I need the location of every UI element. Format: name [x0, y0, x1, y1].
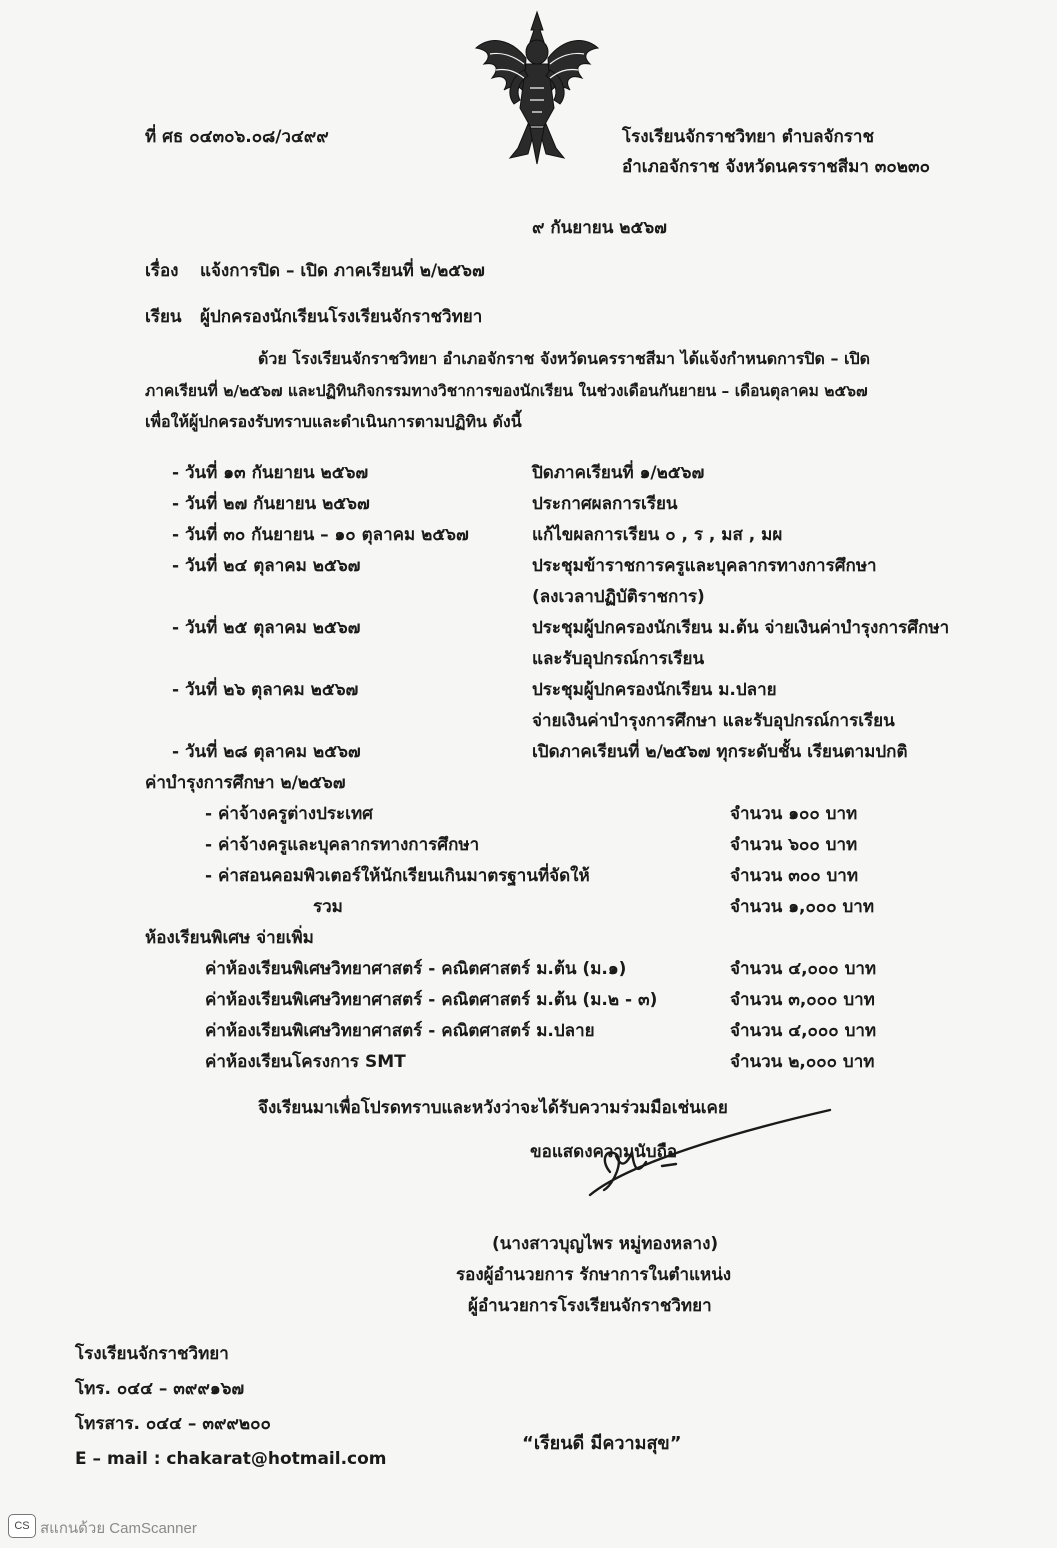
special-item-label: ค่าห้องเรียนพิเศษวิทยาศาสตร์ - คณิตศาสตร์ ม.ต้น (ม.๑): [205, 959, 627, 979]
special-item-amount: จำนวน ๒,๐๐๐ บาท: [730, 1052, 875, 1072]
school-motto: “เรียนดี มีความสุข”: [522, 1433, 682, 1454]
fees-heading: ค่าบำรุงการศึกษา ๒/๒๕๖๗: [145, 773, 346, 793]
signer-title-2: ผู้อำนวยการโรงเรียนจักราชวิทยา: [468, 1296, 712, 1316]
schedule-date: - วันที่ ๒๔ ตุลาคม ๒๕๖๗: [172, 556, 361, 576]
fee-item-label: - ค่าจ้างครูต่างประเทศ: [205, 804, 373, 824]
special-item-amount: จำนวน ๓,๐๐๐ บาท: [730, 990, 875, 1010]
schedule-date: - วันที่ ๒๖ ตุลาคม ๒๕๖๗: [172, 680, 359, 700]
signer-title-1: รองผู้อำนวยการ รักษาการในตำแหน่ง: [456, 1265, 732, 1285]
schedule-activity-cont: จ่ายเงินค่าบำรุงการศึกษา และรับอุปกรณ์การเรียน: [532, 711, 895, 731]
schedule-activity: ประกาศผลการเรียน: [532, 494, 678, 514]
footer-phone: โทร. ๐๔๔ – ๓๙๙๑๖๗: [75, 1379, 245, 1399]
special-item-label: ค่าห้องเรียนโครงการ SMT: [205, 1052, 406, 1072]
school-address-line-1: โรงเรียนจักราชวิทยา ตำบลจักราช: [622, 127, 874, 147]
fee-item-amount: จำนวน ๓๐๐ บาท: [730, 866, 859, 886]
schedule-activity: ประชุมข้าราชการครูและบุคลากรทางการศึกษา: [532, 556, 877, 576]
body-line-1: ด้วย โรงเรียนจักราชวิทยา อำเภอจักราช จังหวัดนครราชสีมา ได้แจ้งกำหนดการปิด – เปิด: [258, 349, 871, 368]
special-item-amount: จำนวน ๔,๐๐๐ บาท: [730, 1021, 877, 1041]
schedule-date: - วันที่ ๒๘ ตุลาคม ๒๕๖๗: [172, 742, 361, 762]
special-item-label: ค่าห้องเรียนพิเศษวิทยาศาสตร์ - คณิตศาสตร์ ม.ต้น (ม.๒ - ๓): [205, 990, 658, 1010]
recipient-text: ผู้ปกครองนักเรียนโรงเรียนจักราชวิทยา: [200, 307, 483, 327]
signer-name: (นางสาวบุญไพร หมู่ทองหลาง): [492, 1234, 719, 1254]
fees-total-amount: จำนวน ๑,๐๐๐ บาท: [730, 897, 875, 917]
schedule-activity: เปิดภาคเรียนที่ ๒/๒๕๖๗ ทุกระดับชั้น เรียนตามปกติ: [532, 742, 908, 762]
schedule-activity: ประชุมผู้ปกครองนักเรียน ม.ต้น จ่ายเงินค่าบำรุงการศึกษา: [532, 618, 950, 638]
garuda-emblem: [470, 8, 605, 168]
closing-regards: ขอแสดงความนับถือ: [530, 1142, 678, 1162]
schedule-activity: ปิดภาคเรียนที่ ๑/๒๕๖๗: [532, 463, 705, 483]
fee-item-label: - ค่าสอนคอมพิวเตอร์ให้นักเรียนเกินมาตรฐานที่จัดให้: [205, 866, 590, 886]
fee-item-label: - ค่าจ้างครูและบุคลากรทางการศึกษา: [205, 835, 480, 855]
footer-school: โรงเรียนจักราชวิทยา: [75, 1344, 229, 1364]
schedule-activity: แก้ไขผลการเรียน ๐ , ร , มส , มผ: [532, 525, 783, 545]
reference-number: ที่ ศธ ๐๔๓๐๖.๐๘/ว๔๙๙: [145, 127, 329, 147]
subject-text: แจ้งการปิด – เปิด ภาคเรียนที่ ๒/๒๕๖๗: [200, 261, 485, 281]
special-heading: ห้องเรียนพิเศษ จ่ายเพิ่ม: [145, 928, 314, 948]
schedule-date: - วันที่ ๒๗ กันยายน ๒๕๖๗: [172, 494, 370, 514]
footer-fax: โทรสาร. ๐๔๔ – ๓๙๙๒๐๐: [75, 1414, 271, 1434]
subject-label: เรื่อง: [145, 261, 179, 281]
special-item-label: ค่าห้องเรียนพิเศษวิทยาศาสตร์ - คณิตศาสตร์ ม.ปลาย: [205, 1021, 595, 1041]
body-line-3: เพื่อให้ผู้ปกครองรับทราบและดำเนินการตามปฏิทิน ดังนี้: [145, 412, 522, 431]
letter-date: ๙ กันยายน ๒๕๖๗: [532, 218, 667, 238]
schedule-date: - วันที่ ๒๕ ตุลาคม ๒๕๖๗: [172, 618, 361, 638]
fee-item-amount: จำนวน ๖๐๐ บาท: [730, 835, 858, 855]
camscanner-logo-icon: CS: [8, 1514, 36, 1538]
schedule-activity: ประชุมผู้ปกครองนักเรียน ม.ปลาย: [532, 680, 777, 700]
schedule-date: - วันที่ ๓๐ กันยายน – ๑๐ ตุลาคม ๒๕๖๗: [172, 525, 469, 545]
schedule-activity-cont: (ลงเวลาปฏิบัติราชการ): [532, 587, 705, 607]
schedule-date: - วันที่ ๑๓ กันยายน ๒๕๖๗: [172, 463, 369, 483]
recipient-label: เรียน: [145, 307, 182, 327]
school-address-line-2: อำเภอจักราช จังหวัดนครราชสีมา ๓๐๒๓๐: [622, 157, 931, 177]
camscanner-watermark: สแกนด้วย CamScanner: [40, 1520, 197, 1537]
body-line-2: ภาคเรียนที่ ๒/๒๕๖๗ และปฏิทินกิจกรรมทางวิชาการของนักเรียน ในช่วงเดือนกันยายน – เดือนตุลาคม ๒๕๖๗: [145, 382, 868, 400]
handwritten-signature: [580, 1100, 840, 1210]
closing-line: จึงเรียนมาเพื่อโปรดทราบและหวังว่าจะได้รับความร่วมมือเช่นเคย: [258, 1098, 728, 1118]
fees-total-label: รวม: [313, 897, 343, 917]
footer-email: E – mail : chakarat@hotmail.com: [75, 1449, 387, 1469]
fee-item-amount: จำนวน ๑๐๐ บาท: [730, 804, 858, 824]
special-item-amount: จำนวน ๔,๐๐๐ บาท: [730, 959, 877, 979]
schedule-activity-cont: และรับอุปกรณ์การเรียน: [532, 649, 705, 669]
